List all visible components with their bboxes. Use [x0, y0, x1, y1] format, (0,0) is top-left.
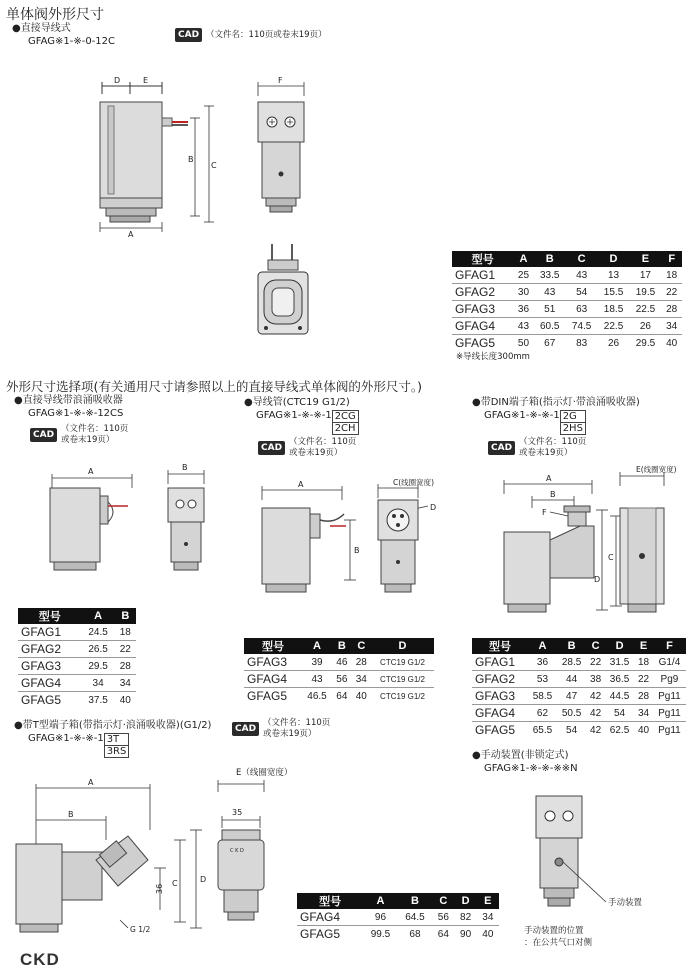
ckd-logo: CKD — [20, 950, 60, 969]
header-cell: D — [598, 251, 630, 267]
opt-cg-cad-ref: CAD （文件名：110页 或卷末19页） — [258, 437, 356, 459]
cad-badge[interactable]: CAD — [232, 722, 259, 736]
table-row: GFAG4 62 50.5 42 54 34 Pg11 — [472, 705, 686, 722]
table-row: GFAG2 30 43 54 15.5 19.5 22 — [452, 284, 682, 301]
dim-c-label: C(线圈宽度) — [393, 478, 435, 487]
table-row: GFAG4 43 56 34 CTC19 G1/2 — [244, 671, 434, 688]
header-cell: 型号 — [452, 251, 513, 267]
dim-a-label: A — [88, 778, 94, 787]
opt-cg-spec-table — [244, 638, 434, 704]
header-cell: E — [629, 251, 661, 267]
header-cell: C — [566, 251, 598, 267]
dim-e-label: E — [143, 76, 149, 85]
opt-manual-bullet: ●手动装置(非锁定式) — [472, 750, 569, 761]
section1-side-view — [80, 72, 230, 237]
dim-a-label: A — [546, 474, 552, 483]
opt-cs-cad-ref — [30, 424, 128, 446]
opt-manual-drawing — [526, 790, 666, 920]
dim-c-label: C — [211, 161, 217, 170]
opt-3t-front-view — [212, 780, 272, 930]
table-row: GFAG4 43 60.5 74.5 22.5 26 34 — [452, 318, 682, 335]
manual-position-line1: 手动装置的位置 — [524, 926, 584, 936]
opt-3t-cad-ref: CAD （文件名：110页 或卷末19页） — [232, 718, 330, 740]
opt-3t-spec-table — [297, 893, 499, 942]
dim-b-label: B — [68, 810, 74, 819]
section1-front-view — [248, 72, 318, 222]
cad-badge[interactable]: CAD — [488, 441, 515, 455]
g12-label: G 1/2 — [130, 925, 151, 934]
table-header-row — [452, 251, 682, 267]
opt-cs-spec-table — [18, 608, 136, 708]
section1-spec-table — [452, 251, 682, 351]
table-row: GFAG5 65.5 54 42 62.5 40 Pg11 — [475, 723, 681, 737]
header-cell: F — [661, 251, 682, 267]
dim-36-label: 36 — [155, 883, 164, 894]
opt-3t-bullet: ●带T型端子箱(带指示灯·浪涌吸收器)(G1/2) — [14, 720, 212, 731]
opt-2g-spec-table — [472, 638, 686, 738]
table-row: GFAG3 29.5 28 — [18, 658, 136, 675]
opt-2g-model-code: GFAG※1-※-※-1 2G 2HS — [484, 410, 586, 435]
dim-e-label: E(线圈宽度) — [636, 465, 677, 474]
dim-b-label: B — [188, 155, 194, 164]
section1-model-code: GFAG※1-※-0-12C — [28, 36, 116, 47]
header-cell: B — [534, 251, 566, 267]
cad-badge[interactable]: CAD — [175, 28, 202, 42]
section1-bottom-view — [252, 242, 314, 342]
opt-3t-dim-e-label: E（线圈宽度） — [236, 768, 293, 778]
dim-b-label: B — [550, 490, 556, 499]
table-row: GFAG1 25 33.5 43 13 17 18 — [452, 267, 682, 284]
opt-cg-drawing — [250, 476, 450, 604]
table-row: GFAG1 24.5 18 — [18, 624, 136, 641]
table-header-row: 型号 A B — [18, 608, 136, 624]
cad-badge[interactable]: CAD — [258, 441, 285, 455]
table-row: GFAG5 99.5 68 64 90 40 — [300, 927, 494, 941]
dim-d-label: D — [430, 503, 437, 512]
opt-cs-bullet: ●直接导线带浪涌吸收器 — [14, 395, 123, 406]
table-row: GFAG5 37.5 40 — [21, 693, 131, 707]
manual-position-line2: ：在公共气口对侧 — [524, 938, 593, 948]
table-row: GFAG1 36 28.5 22 31.5 18 G1/4 — [472, 654, 686, 671]
cad-note-line2: 或卷末19页） — [61, 435, 115, 445]
opt-cg-box2: 2CH — [332, 423, 359, 435]
section1-bullet: ●直接导线式 — [12, 23, 71, 34]
table-row: GFAG5 50 67 83 26 29.5 40 — [455, 336, 678, 350]
dim-a-label: A — [298, 480, 304, 489]
dim-d-label: D — [594, 575, 601, 584]
table-row: GFAG3 58.5 47 42 44.5 28 Pg11 — [472, 688, 686, 705]
table-row: GFAG4 34 34 — [18, 675, 136, 692]
opt-2g-bullet: ●带DIN端子箱(指示灯·带浪涌吸收器) — [472, 397, 640, 408]
dim-a-label: A — [128, 230, 134, 237]
opt-2g-box1: 2G — [560, 410, 586, 423]
table-row: GFAG4 96 64.5 56 82 34 — [297, 909, 499, 926]
dim-d-label: D — [114, 76, 121, 85]
opt-cg-box1: 2CG — [332, 410, 359, 423]
dim-c-label: C — [172, 879, 178, 888]
table-row: GFAG2 26.5 22 — [18, 641, 136, 658]
manual-device-label: 手动装置 — [608, 898, 643, 908]
cad-badge[interactable]: CAD — [30, 428, 57, 442]
opt-3t-box1: 3T — [104, 733, 130, 746]
dim-b-label: B — [354, 546, 360, 555]
opt-cg-model-code: GFAG※1-※-※-1 2CG 2CH — [256, 410, 359, 435]
opt-3t-box2: 3RS — [104, 746, 130, 758]
dim-f-label: F — [542, 508, 547, 517]
section1-table-note: ※导线长度300mm — [456, 352, 530, 362]
table-header-row: 型号 A B C D E F — [472, 638, 686, 654]
table-row: GFAG5 46.5 64 40 CTC19 G1/2 — [247, 689, 425, 703]
opt-cs-model-code: GFAG※1-※-※-12CS — [28, 408, 124, 419]
opt-2g-box2: 2HS — [560, 423, 586, 435]
table-row: GFAG3 36 51 63 18.5 22.5 28 — [452, 301, 682, 318]
options-title: 外形尺寸选择项(有关通用尺寸请参照以上的直接导线式单体阀的外形尺寸。) — [6, 379, 423, 394]
opt-manual-model-code: GFAG※1-※-※-※※N — [484, 763, 578, 774]
opt-cs-drawing — [40, 462, 220, 582]
table-header-row: 型号 A B C D E — [297, 893, 499, 909]
dim-35-label: 35 — [232, 808, 243, 817]
dim-a-label: A — [88, 467, 94, 476]
cad-note-line1: （文件名：110页 — [61, 424, 129, 434]
dim-d-label: D — [200, 875, 207, 884]
dim-b-label: B — [182, 463, 188, 472]
opt-cg-bullet: ●导线管(CTC19 G1/2) — [244, 397, 350, 408]
dim-f-label: F — [278, 76, 283, 85]
opt-3t-model-code: GFAG※1-※-※-1 3T 3RS — [28, 733, 129, 758]
table-row: GFAG2 53 44 38 36.5 22 Pg9 — [472, 671, 686, 688]
section1-cad-ref — [175, 28, 327, 42]
opt-2g-cad-ref: CAD （文件名：110页 或卷末19页） — [488, 437, 586, 459]
dim-c-label: C — [608, 553, 614, 562]
header-cell: A — [513, 251, 534, 267]
opt-2g-drawing — [490, 460, 695, 620]
table-row: GFAG3 39 46 28 CTC19 G1/2 — [244, 654, 434, 671]
page-title: 单体阀外形尺寸 — [6, 7, 104, 23]
table-header-row: 型号 A B C D — [244, 638, 434, 654]
cad-note: （文件名：110页或卷末19页） — [206, 29, 327, 40]
ckd-tag-label: C K D — [230, 848, 244, 854]
